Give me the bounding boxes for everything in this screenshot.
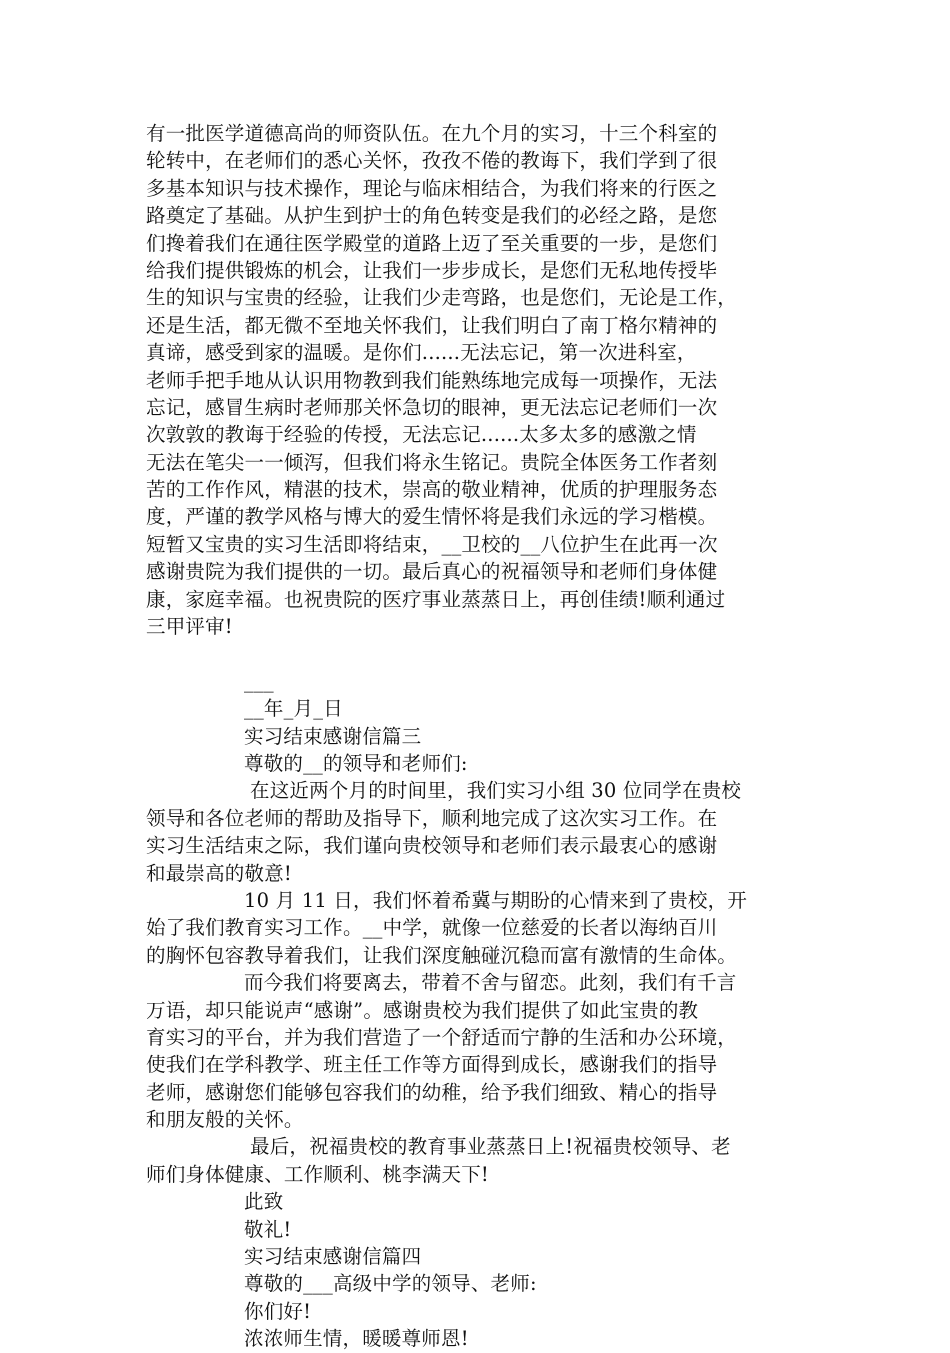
text-line: 感谢贵院为我们提供的一切。最后真心的祝福领导和老师们身体健 [146, 560, 718, 584]
text-line: 次敦敦的教诲于经验的传授，无法忘记......太多太多的感激之情 [146, 423, 697, 447]
text-line: 轮转中，在老师们的悉心关怀，孜孜不倦的教诲下，我们学到了很 [146, 149, 718, 173]
text-line: 老师手把手地从认识用物教到我们能熟练地完成每一项操作，无法 [146, 368, 718, 392]
blank-line [146, 640, 814, 667]
text-line: 忘记，感冒生病时老师那关怀急切的眼神，更无法忘记老师们一次 [146, 395, 718, 419]
closing-line: 此致 [244, 1190, 284, 1214]
text-line: 们搀着我们在通往医学殿堂的道路上迈了至关重要的一步，是您们 [146, 231, 718, 255]
text-line: 康，家庭幸福。也祝贵院的医疗事业蒸蒸日上，再创佳绩!顺利通过 [146, 587, 726, 611]
text-line: 始了我们教育实习工作。__中学，就像一位慈爱的长者以海纳百川 [146, 916, 718, 940]
closing-line: 敬礼! [244, 1217, 292, 1241]
text-line: 领导和各位老师的帮助及指导下，顺利地完成了这次实习工作。在 [146, 806, 718, 830]
text-line: 浓浓师生情，暖暖尊师恩! [244, 1327, 469, 1351]
text-line: 短暂又宝贵的实习生活即将结束，__卫校的__八位护生在此再一次 [146, 532, 718, 556]
signature-blank: ___ [244, 669, 274, 693]
salutation: 尊敬的___高级中学的领导、老师: [244, 1272, 537, 1296]
text-line: 而今我们将要离去，带着不舍与留恋。此刻，我们有千言 [244, 971, 737, 995]
section-heading: 实习结束感谢信篇四 [244, 1245, 422, 1269]
text-line: 度，严谨的教学风格与博大的爱生情怀将是我们永远的学习楷模。 [146, 505, 718, 529]
text-line: 三甲评审! [146, 615, 233, 639]
date-line: __年_月_日 [244, 697, 343, 721]
text-line: 多基本知识与技术操作，理论与临床相结合，为我们将来的行医之 [146, 176, 718, 200]
text-line: 育实习的平台，并为我们营造了一个舒适而宁静的生活和办公环境， [146, 1025, 738, 1049]
text-line: 无法在笔尖一一倾泻，但我们将永生铭记。贵院全体医务工作者刻 [146, 450, 718, 474]
section-heading: 实习结束感谢信篇三 [244, 724, 422, 748]
document-body [146, 120, 814, 1353]
text-line: 路奠定了基础。从护生到护士的角色转变是我们的必经之路，是您 [146, 204, 718, 228]
text-line: 有一批医学道德高尚的师资队伍。在九个月的实习，十三个科室的 [146, 122, 718, 145]
text-line: 在这近两个月的时间里，我们实习小组 30 位同学在贵校 [250, 779, 742, 803]
text-line: 万语，却只能说声“感谢”。感谢贵校为我们提供了如此宝贵的教 [146, 998, 699, 1022]
text-line: 和最崇高的敬意! [146, 861, 292, 885]
text-line: 给我们提供锻炼的机会，让我们一步步成长，是您们无私地传授毕 [146, 258, 718, 282]
text-line: 生的知识与宝贵的经验，让我们少走弯路，也是您们，无论是工作， [146, 286, 738, 310]
salutation: 尊敬的__的领导和老师们: [244, 751, 468, 775]
text-line: 还是生活，都无微不至地关怀我们，让我们明白了南丁格尔精神的 [146, 313, 718, 337]
text-line: 最后，祝福贵校的教育事业蒸蒸日上!祝福贵校领导、老 [250, 1135, 731, 1159]
text-line: 真谛，感受到家的温暖。是你们......无法忘记，第一次进科室， [146, 341, 697, 365]
greeting-line: 你们好! [244, 1299, 312, 1323]
text-line: 实习生活结束之际，我们谨向贵校领导和老师们表示最衷心的感谢 [146, 834, 718, 858]
text-line: 苦的工作作风，精湛的技术，崇高的敬业精神，优质的护理服务态 [146, 478, 718, 502]
text-line: 和朋友般的关怀。 [146, 1108, 304, 1132]
text-line: 的胸怀包容教导着我们，让我们深度触碰沉稳而富有激情的生命体。 [146, 943, 738, 967]
text-line: 师们身体健康、工作顺利、桃李满天下! [146, 1162, 489, 1186]
text-line: 10 月 11 日，我们怀着希冀与期盼的心情来到了贵校，开 [244, 888, 748, 912]
text-line: 使我们在学科教学、班主任工作等方面得到成长，感谢我们的指导 [146, 1053, 718, 1077]
text-line: 老师，感谢您们能够包容我们的幼稚，给予我们细致、精心的指导 [146, 1080, 718, 1104]
